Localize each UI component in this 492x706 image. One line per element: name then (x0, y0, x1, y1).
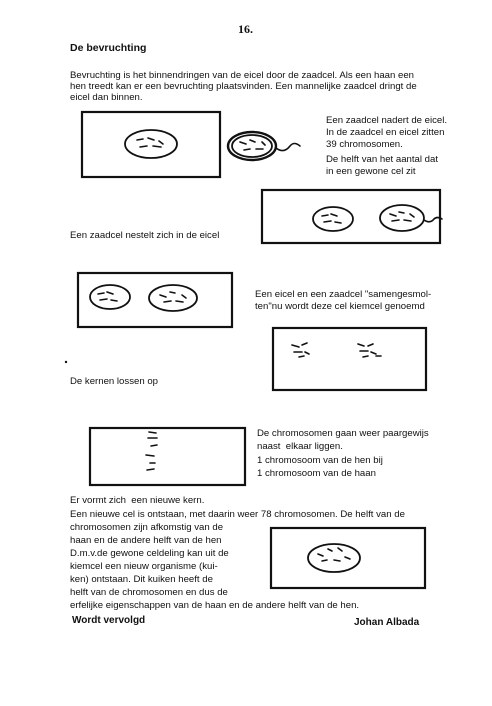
figure-3-chromosomes-left (98, 292, 117, 301)
figure-5-chromosome-pairs (146, 432, 157, 470)
figure-1-sperm-inner (232, 135, 272, 157)
caption-paargewijs-2: naast elkaar liggen. (257, 441, 343, 452)
figure-zaadcel-nadert (82, 112, 300, 177)
caption-kernen: De kernen lossen op (70, 376, 158, 387)
closing-line-7: helft van de chromosomen en dus de (70, 587, 228, 598)
closing-line-1: Een nieuwe cel is ontstaan, met daarin weer 78 chromosomen. De helft van de (70, 509, 405, 520)
caption-paargewijs-1: De chromosomen gaan weer paargewijs (257, 428, 429, 439)
caption-zaadcel-nadert-4: De helft van het aantal dat (326, 154, 439, 165)
closing-line-8: erfelijke eigenschappen van de haan en de andere helft van de hen. (70, 600, 360, 611)
figure-5-frame (90, 428, 245, 485)
caption-samengesmolten-1: Een eicel en een zaadcel "samengesmol- (255, 289, 432, 300)
footer-wordt-vervolgd: Wordt vervolgd (72, 615, 146, 626)
figure-1-chromosomes (137, 138, 163, 147)
figure-zaadcel-nestelt (262, 190, 442, 243)
figure-1-frame (82, 112, 220, 177)
figure-3-nucleus-left (90, 285, 130, 309)
caption-zaadcel-nadert-2: In de zaadcel en eicel zitten (326, 127, 445, 138)
figure-paargewijs (90, 428, 245, 485)
caption-paargewijs-4: 1 chromosoom van de haan (257, 468, 376, 479)
figure-samengesmolten (78, 273, 232, 327)
caption-paargewijs-3: 1 chromosoom van de hen bij (257, 455, 383, 466)
page-title: De bevruchting (70, 42, 147, 54)
footer-author: Johan Albada (354, 617, 420, 628)
closing-line-2: chromosomen zijn afkomstig van de (70, 522, 224, 533)
intro-line-2: hen treedt kan er een bevruchting plaatsvinden. Een mannelijke zaadcel dringt de (70, 81, 417, 92)
figure-3-chromosomes-right (160, 292, 186, 302)
figure-1-sperm-tail (276, 144, 300, 151)
figure-2-sperm-nucleus (380, 205, 424, 231)
figure-1-sperm-chromosomes (240, 140, 265, 150)
figure-1-egg-cell (125, 130, 177, 158)
closing-line-3: haan en de andere helft van de hen (70, 535, 222, 546)
figure-4-chromosomes-right (358, 344, 381, 357)
figure-4-chromosomes-left (292, 343, 309, 357)
figure-2-egg-nucleus (313, 207, 353, 231)
figure-2-egg-chromosomes (322, 214, 341, 223)
figure-6-chromosomes (318, 548, 350, 561)
caption-nieuwe-kern: Er vormt zich een nieuwe kern. (70, 495, 205, 506)
closing-line-5: kiemcel een nieuw organisme (kui- (70, 561, 218, 572)
figure-2-sperm-chromosomes (390, 212, 414, 221)
page-number: 16. (238, 22, 253, 36)
intro-line-3: eicel dan binnen. (70, 92, 143, 103)
caption-zaadcel-nadert-5: in een gewone cel zit (326, 166, 416, 177)
closing-line-4: D.m.v.de gewone celdeling kan uit de (70, 548, 229, 559)
figure-3-nucleus-right (149, 285, 197, 311)
caption-nestelt: Een zaadcel nestelt zich in de eicel (70, 230, 220, 241)
figure-kernen-lossen-op (273, 328, 426, 390)
intro-line-1: Bevruchting is het binnendringen van de eicel door de zaadcel. Als een haan een (70, 70, 415, 81)
figure-1-sperm-cell (228, 132, 276, 160)
figure-nieuwe-kern (271, 528, 425, 588)
caption-zaadcel-nadert-3: 39 chromosomen. (326, 139, 403, 150)
scan-speck (65, 361, 67, 363)
closing-line-6: ken) ontstaan. Dit kuiken heeft de (70, 574, 213, 585)
caption-samengesmolten-2: ten"nu wordt deze cel kiemcel genoemd (255, 301, 425, 312)
figure-4-frame (273, 328, 426, 390)
caption-zaadcel-nadert-1: Een zaadcel nadert de eicel. (326, 115, 448, 126)
figure-6-nucleus (308, 544, 360, 572)
